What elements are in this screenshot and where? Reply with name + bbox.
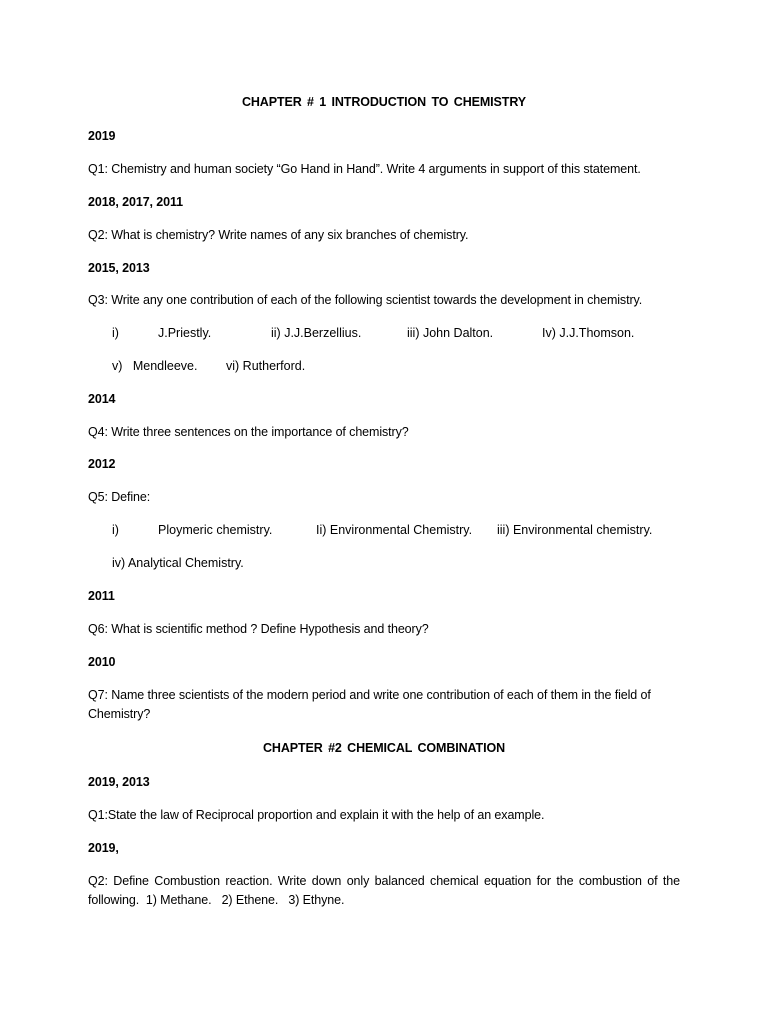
q3-option-4-label: Iv) J.J.Thomson. <box>542 326 635 340</box>
ch2-q2-text: Q2: Define Combustion reaction. Write down only balanced chemical equation for the combustion of the following. 1) Methane. 2) Ethene. 3) Ethyne. <box>88 874 684 907</box>
q2-text: Q2: What is chemistry? Write names of any six branches of chemistry. <box>88 228 469 242</box>
q3-option-1-num: i) <box>112 326 119 340</box>
q7-text: Q7: Name three scientists of the modern period and write one contribution of each of them in the field of Chemistry? <box>88 688 651 721</box>
q4-years: 2014 <box>88 392 116 406</box>
q5-option-1-label: Ploymeric chemistry. <box>158 523 273 537</box>
q1-text: Q1: Chemistry and human society “Go Hand in Hand”. Write 4 arguments in support of this statement. <box>88 162 641 176</box>
q2-years: 2018, 2017, 2011 <box>88 195 184 209</box>
q3-years: 2015, 2013 <box>88 261 150 275</box>
ch2-q1-text: Q1:State the law of Reciprocal proportion and explain it with the help of an example. <box>88 808 545 822</box>
q5-years: 2012 <box>88 457 116 471</box>
q4-text: Q4: Write three sentences on the importance of chemistry? <box>88 425 409 439</box>
q5-option-2-label: Ii) Environmental Chemistry. <box>316 523 473 537</box>
q6-text: Q6: What is scientific method ? Define Hypothesis and theory? <box>88 622 429 636</box>
q3-text: Q3: Write any one contribution of each of the following scientist towards the development in chemistry. <box>88 293 643 307</box>
q3-option-1-label: J.Priestly. <box>158 326 212 340</box>
q3-option-3-label: iii) John Dalton. <box>407 326 494 340</box>
ch2-q1-years: 2019, 2013 <box>88 775 150 789</box>
q5-option-4-label: iv) Analytical Chemistry. <box>112 556 244 570</box>
q5-option-1-num: i) <box>112 523 119 537</box>
q7-years: 2010 <box>88 655 116 669</box>
q5-option-3-label: iii) Environmental chemistry. <box>497 523 653 537</box>
q6-years: 2011 <box>88 589 115 603</box>
ch2-q2-years: 2019, <box>88 841 119 855</box>
q5-text: Q5: Define: <box>88 490 151 504</box>
chapter-1-title: CHAPTER # 1 INTRODUCTION TO CHEMISTRY <box>241 95 527 109</box>
chapter-2-title: CHAPTER #2 CHEMICAL COMBINATION <box>262 741 506 755</box>
q3-option-5-label: v) Mendleeve. <box>112 359 198 373</box>
q3-option-6-label: vi) Rutherford. <box>226 359 306 373</box>
q3-option-2-label: ii) J.J.Berzellius. <box>271 326 362 340</box>
q1-years: 2019 <box>88 129 116 143</box>
